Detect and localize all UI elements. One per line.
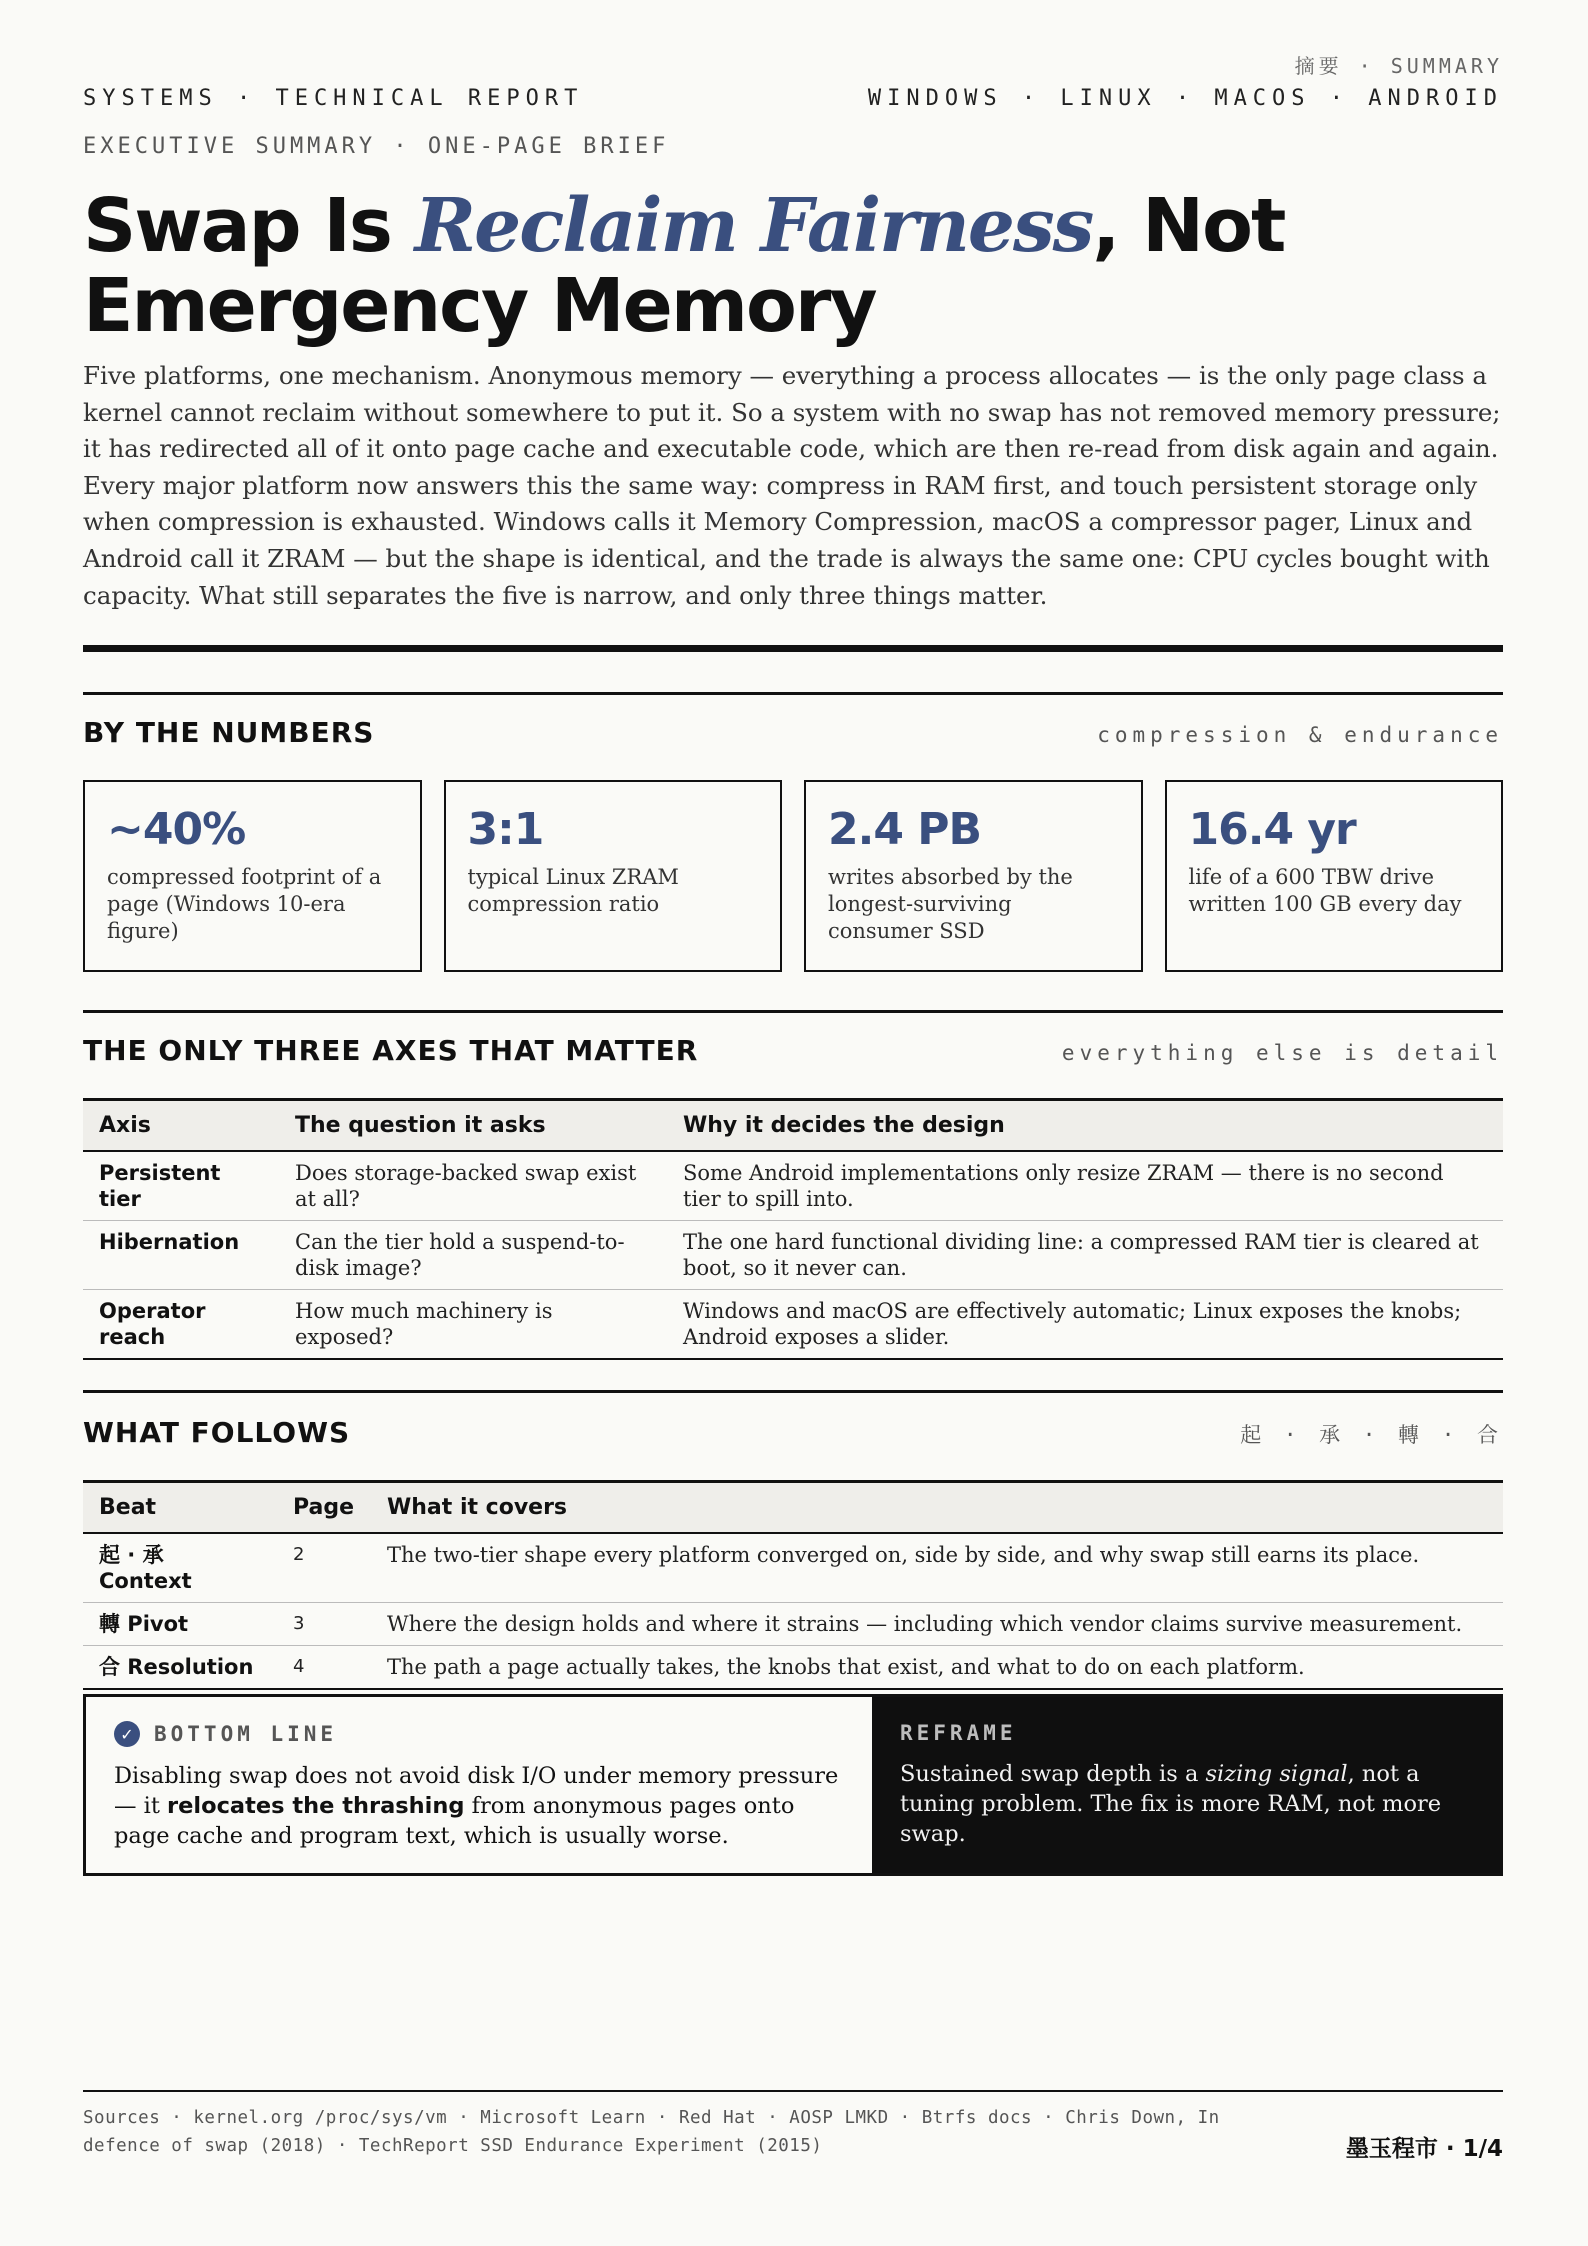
- axes-header: [83, 1034, 1503, 1067]
- beat-cell: 轉 Pivot: [83, 1603, 277, 1646]
- page-folio: 墨玉程市 · 1/4: [1345, 2136, 1503, 2162]
- column-header: Why it decides the design: [667, 1100, 1503, 1152]
- stat-card: [83, 780, 422, 972]
- stat-card: [804, 780, 1143, 972]
- bottom-line-header: [114, 1721, 844, 1747]
- table-row: [83, 1603, 1503, 1646]
- axis-cell: Operator reach: [83, 1290, 279, 1360]
- section-title: BY THE NUMBERS: [83, 716, 375, 749]
- title-part2: , Not Emergency Memory: [83, 183, 1285, 349]
- page-cell: 4: [277, 1646, 371, 1690]
- report-category: SYSTEMS · TECHNICAL REPORT: [83, 86, 584, 111]
- stat-card: [444, 780, 783, 972]
- why-cell: The one hard functional dividing line: a compressed RAM tier is cleared at boot, so it never can.: [667, 1221, 1503, 1290]
- column-header: Page: [277, 1482, 371, 1534]
- column-header: Beat: [83, 1482, 277, 1534]
- why-cell: Windows and macOS are effectively automatic; Linux exposes the knobs; Android exposes a slider.: [667, 1290, 1503, 1360]
- section-tag: compression & endurance: [1097, 723, 1503, 747]
- stat-label: life of a 600 TBW drive written 100 GB every day: [1188, 865, 1462, 916]
- axis-cell: Hibernation: [83, 1221, 279, 1290]
- question-cell: Does storage-backed swap exist at all?: [279, 1151, 667, 1221]
- intro-paragraph: Five platforms, one mechanism. Anonymous memory — everything a process allocates — is the only page class a kernel cannot reclaim without somewhere to put it. So a system with no swap has not removed memory pressure; it has redirected all of it onto page cache and executable code, which are then re-read from disk again and again. Every major platform now answers this the same way: compress in RAM first, and touch persistent storage only when compression is exhausted. Windows calls it Memory Compression, macOS a compressor pager, Linux and Android call it ZRAM — but the shape is identical, and the trade is always the same one: CPU cycles bought with capacity. What still separates the five is narrow, and only three things matter.: [83, 361, 1501, 610]
- bottom-line-text: [114, 1761, 844, 1851]
- bottom-line-box: [86, 1697, 872, 1873]
- reframe-text: [900, 1759, 1472, 1849]
- table-row: [83, 1533, 1503, 1603]
- footer-rule: [83, 2090, 1503, 2092]
- question-cell: How much machinery is exposed?: [279, 1290, 667, 1360]
- numbers-header: [83, 716, 1503, 749]
- table-row: [83, 1646, 1503, 1690]
- title-accent: Reclaim Fairness: [414, 183, 1093, 269]
- header-row: [83, 86, 1503, 111]
- table-row: [83, 1221, 1503, 1290]
- covers-cell: The two-tier shape every platform converged on, side by side, and why swap still earns its place.: [371, 1533, 1503, 1603]
- section-tag: 起 · 承 · 轉 · 合: [1240, 1423, 1503, 1447]
- section-tag: everything else is detail: [1061, 1041, 1503, 1065]
- section-rule: [83, 1390, 1503, 1393]
- section-title: THE ONLY THREE AXES THAT MATTER: [83, 1034, 699, 1067]
- axis-cell: Persistent tier: [83, 1151, 279, 1221]
- covers-cell: Where the design holds and where it strains — including which vendor claims survive measurement.: [371, 1603, 1503, 1646]
- reframe-label: REFRAME: [900, 1721, 1017, 1745]
- bottom-line-text-start: Disabling swap does not avoid disk I/O under memory pressure — it: [114, 1763, 839, 1819]
- column-header: Axis: [83, 1100, 279, 1152]
- beat-cell: 起 · 承 Context: [83, 1533, 277, 1603]
- question-cell: Can the tier hold a suspend-to-disk image?: [279, 1221, 667, 1290]
- title-part1: Swap Is: [83, 183, 415, 269]
- summary-tag: 摘要 · SUMMARY: [1294, 54, 1503, 78]
- section-rule: [83, 692, 1503, 695]
- axes-table: [83, 1098, 1503, 1360]
- column-header: What it covers: [371, 1482, 1503, 1534]
- section-title: WHAT FOLLOWS: [83, 1416, 351, 1449]
- follows-header: [83, 1416, 1503, 1449]
- table-header-row: [83, 1482, 1503, 1534]
- covers-cell: The path a page actually takes, the knobs that exist, and what to do on each platform.: [371, 1646, 1503, 1690]
- stat-value: 16.4 yr: [1188, 804, 1356, 855]
- stat-value: 3:1: [467, 804, 544, 855]
- follows-table: [83, 1480, 1503, 1690]
- stat-label: compressed footprint of a page (Windows 10-era figure): [107, 865, 382, 943]
- stat-value: 2.4 PB: [828, 804, 982, 855]
- section-rule: [83, 1010, 1503, 1013]
- reframe-emphasis: sizing signal: [1205, 1761, 1348, 1787]
- column-header: The question it asks: [279, 1100, 667, 1152]
- stat-value: ~40%: [107, 804, 246, 855]
- page-title: [83, 183, 1383, 349]
- bottom-line-label: BOTTOM LINE: [154, 1722, 338, 1746]
- why-cell: Some Android implementations only resize ZRAM — there is no second tier to spill into.: [667, 1151, 1503, 1221]
- reframe-header: [900, 1721, 1472, 1745]
- page: [83, 0, 1503, 2246]
- beat-cell: 合 Resolution: [83, 1646, 277, 1690]
- bottom-line-text-end: from anonymous pages onto page cache and program text, which is usually worse.: [114, 1793, 795, 1849]
- stat-label: writes absorbed by the longest-surviving consumer SSD: [828, 865, 1073, 943]
- bottom-line-panel: [83, 1694, 1503, 1876]
- brief-label: EXECUTIVE SUMMARY · ONE-PAGE BRIEF: [83, 134, 670, 159]
- stat-card: [1165, 780, 1504, 972]
- divider: [83, 645, 1503, 652]
- platform-list: WINDOWS · LINUX · MACOS · ANDROID: [867, 86, 1503, 111]
- sources: Sources · kernel.org /proc/sys/vm · Microsoft Learn · Red Hat · AOSP LMKD · Btrfs docs · Chris Down, In defence of swap (2018) · TechReport SSD Endurance Experiment (2015): [83, 2108, 1220, 2156]
- reframe-text-end: , not a tuning problem. The fix is more RAM, not more swap.: [900, 1761, 1442, 1847]
- reframe-text-start: Sustained swap depth is a: [900, 1761, 1206, 1787]
- table-row: [83, 1151, 1503, 1221]
- stat-label: typical Linux ZRAM compression ratio: [467, 865, 679, 916]
- page-cell: 3: [277, 1603, 371, 1646]
- stat-cards: [83, 780, 1503, 972]
- table-row: [83, 1290, 1503, 1360]
- table-header-row: [83, 1100, 1503, 1152]
- bottom-line-emphasis: relocates the thrashing: [167, 1793, 465, 1819]
- reframe-box: [872, 1697, 1500, 1873]
- check-circle-icon: ✓: [114, 1721, 140, 1747]
- page-cell: 2: [277, 1533, 371, 1603]
